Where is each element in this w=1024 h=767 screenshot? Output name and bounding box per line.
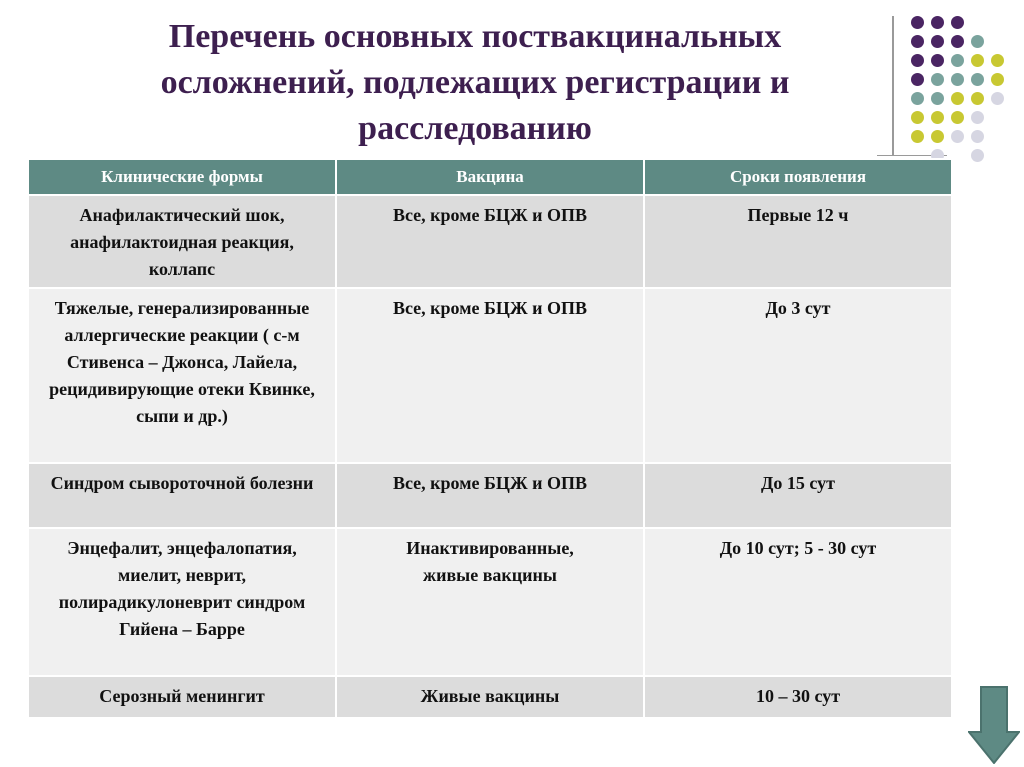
decor-vertical-line [892, 16, 894, 156]
decor-dot [951, 92, 964, 105]
cell-clinical-form: Энцефалит, энцефалопатия, миелит, неврит, полирадикулоневрит синдром Гийена – Барре [28, 528, 336, 676]
table-row [28, 195, 952, 288]
cell-onset: 10 – 30 сут [644, 676, 952, 718]
decor-dot [911, 54, 924, 67]
decor-dot [951, 54, 964, 67]
decor-dot [931, 130, 944, 143]
decor-dot [971, 92, 984, 105]
decor-dot [931, 35, 944, 48]
decor-dot [931, 111, 944, 124]
decor-dot [991, 92, 1004, 105]
title-line-1: Перечень основных поствакцинальных [168, 18, 782, 55]
decor-dot [911, 111, 924, 124]
cell-clinical-form: Анафилактический шок, анафилактоидная реакция, коллапс [28, 195, 336, 288]
decor-dot [971, 54, 984, 67]
cell-vaccine: Живые вакцины [336, 676, 644, 718]
table-row [28, 676, 952, 718]
cell-clinical-form: Серозный менингит [28, 676, 336, 718]
table-row [28, 463, 952, 528]
cell-onset: До 3 сут [644, 288, 952, 463]
cell-vaccine: Все, кроме БЦЖ и ОПВ [336, 288, 644, 463]
decor-dot [971, 73, 984, 86]
decor-dot [951, 130, 964, 143]
decor-dot [931, 54, 944, 67]
decor-dot [991, 54, 1004, 67]
decor-dot [971, 130, 984, 143]
table-row [28, 528, 952, 676]
decor-dot [911, 92, 924, 105]
decor-dot [931, 73, 944, 86]
header-clinical-forms: Клинические формы [28, 159, 336, 195]
slide-title [60, 14, 890, 152]
decor-dot [951, 73, 964, 86]
cell-vaccine: Все, кроме БЦЖ и ОПВ [336, 195, 644, 288]
cell-clinical-form: Тяжелые, генерализированные аллергические реакции ( с-м Стивенса – Джонса, Лайела, рецидивирующие отеки Квинке, сыпи и др.) [28, 288, 336, 463]
decor-dot [971, 35, 984, 48]
decor-dot [971, 111, 984, 124]
decor-dot [911, 130, 924, 143]
decor-dot [971, 149, 984, 162]
decor-dot [911, 16, 924, 29]
table-row [28, 288, 952, 463]
decor-dot [991, 73, 1004, 86]
cell-onset: До 15 сут [644, 463, 952, 528]
decor-dot [951, 111, 964, 124]
decor-dot [911, 35, 924, 48]
arrow-down-icon[interactable] [968, 686, 1020, 764]
decor-dot [931, 16, 944, 29]
cell-vaccine: Инактивированные, живые вакцины [336, 528, 644, 676]
title-line-2: осложнений, подлежащих регистрации и [160, 64, 790, 101]
complications-table [27, 158, 953, 719]
table-header-row [28, 159, 952, 195]
cell-onset: Первые 12 ч [644, 195, 952, 288]
decor-dot [951, 16, 964, 29]
header-vaccine: Вакцина [336, 159, 644, 195]
decor-dot [911, 73, 924, 86]
title-line-3: расследованию [358, 110, 592, 147]
decor-dot [951, 35, 964, 48]
cell-clinical-form: Синдром сывороточной болезни [28, 463, 336, 528]
cell-vaccine: Все, кроме БЦЖ и ОПВ [336, 463, 644, 528]
decor-dot [931, 92, 944, 105]
cell-onset: До 10 сут; 5 - 30 сут [644, 528, 952, 676]
header-onset-time: Сроки появления [644, 159, 952, 195]
complications-table-wrapper [27, 158, 951, 719]
